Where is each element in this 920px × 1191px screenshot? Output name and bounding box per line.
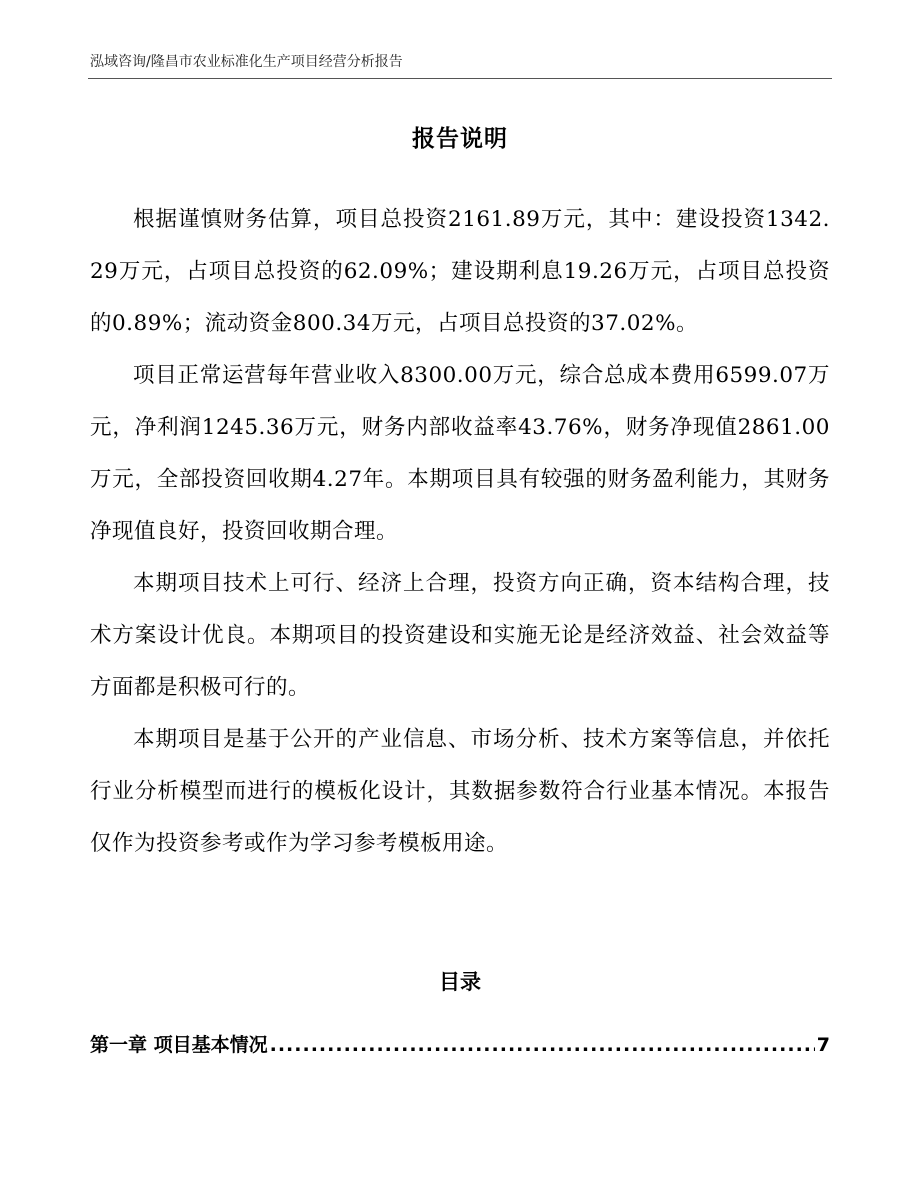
- header-divider: [88, 78, 832, 79]
- toc-entry-page: 7: [816, 1034, 830, 1056]
- toc-dot-leader: [270, 1034, 815, 1056]
- paragraph-disclaimer: 本期项目是基于公开的产业信息、市场分析、技术方案等信息，并依托行业分析模型而进行的模板化设计，其数据参数符合行业基本情况。本报告仅作为投资参考或作为学习参考模板用途。: [90, 727, 830, 856]
- running-header: 泓域咨询/隆昌市农业标准化生产项目经营分析报告: [90, 54, 403, 70]
- toc-entry-label: 第一章 项目基本情况: [90, 1034, 268, 1056]
- page-title: 报告说明: [412, 126, 508, 152]
- paragraph-revenue: 项目正常运营每年营业收入8300.00万元，综合总成本费用6599.07万元，净利润1245.36万元，财务内部收益率43.76%，财务净现值2861.00万元，全部投资回收期4.27年。本期项目具有较强的财务盈利能力，其财务净现值良好，投资回收期合理。: [90, 363, 830, 544]
- report-body: [90, 194, 830, 870]
- toc-title: 目录: [439, 970, 481, 994]
- paragraph-feasibility: 本期项目技术上可行、经济上合理，投资方向正确，资本结构合理，技术方案设计优良。本期项目的投资建设和实施无论是经济效益、社会效益等方面都是积极可行的。: [90, 571, 830, 700]
- paragraph-investment: 根据谨慎财务估算，项目总投资2161.89万元，其中：建设投资1342.29万元，占项目总投资的62.09%；建设期利息19.26万元，占项目总投资的0.89%；流动资金800.34万元，占项目总投资的37.02%。: [90, 207, 830, 336]
- toc-entry[interactable]: [90, 1030, 830, 1060]
